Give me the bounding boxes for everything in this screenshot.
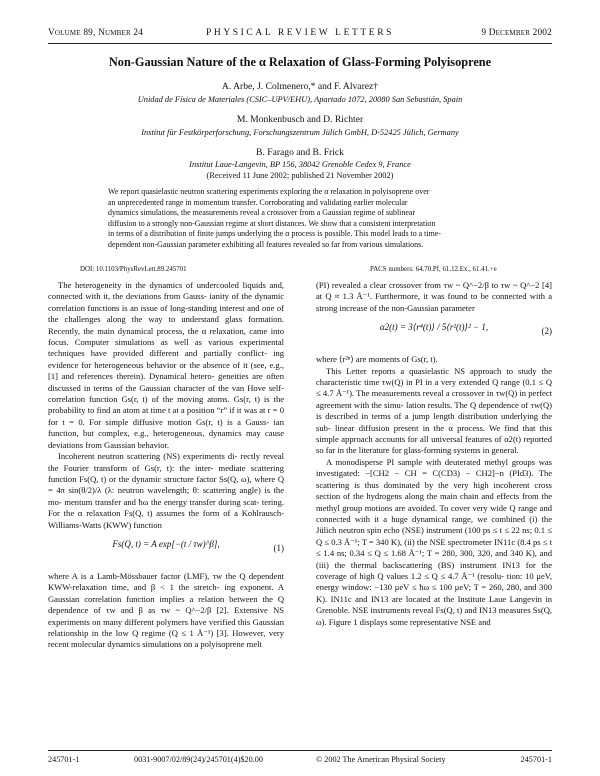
- article-id-left: 245701-1: [48, 755, 80, 764]
- abstract-line: dependent non-Gaussian parameter exhibiting all features revealed so far from various simulations.: [108, 239, 424, 249]
- equation-1-number: (1): [273, 542, 284, 553]
- paragraph: A monodisperse PI sample with deuterated methyl groups was investigated: −[CH2 − CH = C(CD3) − CH2]−n (PId3). The scattering is thus dominated by the very high incoherent cross section of the hydrogens along the main chain and effects from the methyl group motions are avoided. To cover very wide Q range and connected with it a huge dynamical range, we combined (i) the Jülich neutron spin echo (NSE) instrument (100 ps ≤ t ≤ 22 ns; 0.1 ≤ Q ≤ 0.3 Å⁻¹; T = 340 K), (ii) the NSE spectrometer IN11c (8.4 ps ≤ t ≤ 1.4 ns; 0.34 ≤ Q ≤ 1.68 Å⁻¹; T = 280, 300, 320, and 340 K), and (iii) the thermal backscattering (BS) instrument IN13 for the coverage of high Q values 1.2 ≤ Q ≤ 4.7 Å⁻¹ (resolu- tion: 10 μeV, energy window: −130 μeV ≤ ħω ≤ 100 μeV; T = 260, 280, and 300 K). IN11c and IN13 are located at the Institute Laue Langevin in Grenoble. NSE instruments reveal Fs(Q, t) and IN13 measures Ss(Q, ω). Figure 1 displays some representative NSE and: [316, 456, 553, 627]
- pacs-numbers: PACS numbers: 64.70.Pf, 61.12.Ex., 61.41.+e: [370, 266, 497, 273]
- abstract-line: We report quasielastic neutron scattering experiments exploring the α relaxation in polyisoprene over: [108, 187, 430, 196]
- authors-group-2: M. Monkenbusch and D. Richter: [236, 114, 364, 125]
- equation-1: [48, 535, 284, 565]
- doi: DOI: 10.1103/PhysRevLett.89.245701: [80, 266, 187, 273]
- right-column: [316, 280, 552, 628]
- paragraph: (PI) revealed a clear crossover from τw ~ Q^−2/β to τw ~ Q^−2 [4] at Q ≈ 1.3 Å⁻¹. Furthermore, it was found to be connected with a strong increase of the non-Gaussian parameter: [316, 280, 553, 313]
- affiliation-3: Institut Laue-Langevin, BP 156, 38042 Grenoble Cedex 9, France: [189, 160, 411, 169]
- abstract-line: in terms of a distribution of finite jumps underlying the α process is possible. This model leads to a time-: [108, 229, 441, 239]
- running-header: [48, 28, 552, 42]
- authors-group-3: B. Farago and B. Frick: [256, 147, 344, 158]
- left-column: [48, 280, 284, 651]
- affiliation-1: Unidad de Física de Materiales (CSIC–UPV/EHU), Apartado 1072, 20080 San Sebastián, Spain: [137, 95, 463, 104]
- abstract-line: an unprecedented range in momentum transfer. Corroborating and validating earlier molecular: [108, 197, 408, 207]
- paragraph: The heterogeneity in the dynamics of undercooled liquids and, connected with it, the deviations from Gauss- ianity of the dynamic correlation functions is an issue of long-standing interest and one of the challenges along the way to understand glass formation. Recently, the main dynamical process, the α relaxation, came into focus. Computer simulations as well as various experimental techniques have provided different and partially conflict- ing evidence for heterogeneous behavior or the absence of it (see, e.g., [1] and references therein). Dynamical hetero- geneities are often discussed in terms of the Gaussian character of the van Hove self-correlation function Gs(r, t) of the moving atoms. Gs(r, t) is the probability to find an atom at time t at a position “r” if it was at r = 0 for t = 0. For simple diffusive motion Gs(r, t) is a Gauss- ian function, but complex, e.g., heterogeneous, dynamics may cause deviations from Gaussian behavior.: [48, 280, 285, 450]
- paragraph: where A is a Lamb-Mössbauer factor (LMF), τw the Q dependent KWW-relaxation time, and β < 1 the stretch- ing exponent. A Gaussian correlation function implies a relation between the Q dependence of τw and β as τw ~ Q^−2/β [2]. Extensive NS experiments on many different polymers have verified this Gaussian relationship in the low Q regime (Q ≤ 1 Å⁻¹) [3]. However, very recent molecular dynamics simulations on a polyisoprene melt: [48, 570, 285, 650]
- page-footer: [48, 755, 552, 767]
- article-code: 0031-9007/02/89(24)/245701(4)$20.00: [134, 755, 263, 764]
- equation-2: [316, 318, 552, 348]
- equation-2-number: (2): [541, 326, 552, 337]
- abstract-line: dynamics simulations, the measurements reveal a crossover from a Gaussian regime of sublinear: [108, 208, 416, 218]
- header-rule: [48, 43, 552, 44]
- journal-name: PHYSICAL REVIEW LETTERS: [205, 28, 395, 38]
- affiliation-2: Institut für Festkörperforschung, Forschungszentrum Jülich GmbH, D-52425 Jülich, Germany: [141, 128, 459, 137]
- copyright: © 2002 The American Physical Society: [316, 755, 446, 764]
- article-title: Non-Gaussian Nature of the α Relaxation of Glass-Forming Polyisoprene: [108, 55, 492, 69]
- paragraph: where ⟨r²ⁿ⟩ are moments of Gs(r, t).: [316, 354, 438, 365]
- footer-rule: [48, 750, 552, 751]
- received-dates: (Received 11 June 2002; published 21 November 2002): [206, 171, 394, 180]
- equation-1-body: Fs(Q, t) = A exp[−(t / τw)^β],: [112, 538, 220, 549]
- paragraph: This Letter reports a quasielastic NS approach to study the characteristic time τw(Q) in PI in a very extended Q range (0.1 ≤ Q ≤ 4.7 Å⁻¹). The measurements reveal a crossover in τw(Q) in perfect agreement with the simu- lation results. The Q dependence of τw(Q) is described in terms of a jump length distribution underlying the sub- linear diffusion present in the α process. We find that this simple approach accounts for all universal features of α2(t) reported so far in the literature for glass-forming systems in general.: [316, 365, 553, 456]
- issue-date: 9 December 2002: [481, 28, 552, 38]
- article-id-right: 245701-1: [520, 755, 552, 764]
- abstract: [108, 187, 492, 251]
- equation-2-body: α2(t) = 3⟨r⁴(t)⟩ / 5⟨r²(t)⟩² − 1,: [379, 322, 489, 333]
- volume-number: Volume 89, Number 24: [48, 28, 144, 38]
- authors-group-1: A. Arbe, J. Colmenero,* and F. Alvarez†: [221, 81, 379, 92]
- abstract-line: diffusion to a strongly non-Gaussian regime at short distances. We show that a consistent interpretation: [108, 218, 436, 228]
- paragraph: Incoherent neutron scattering (NS) experiments di- rectly reveal the Fourier transform of Gs(r, t): the inter- mediate scattering function Fs(Q, t) or the dynamic structure factor Ss(Q, ω), where Q = 4π sin(θ/2)/λ (λ: neutron wavelength; θ: scattering angle) is the mo- mentum transfer and ħω the energy transfer during scat- tering. For the α relaxation Fs(Q, t) assumes the form of a Kohlrausch-Williams-Watts (KWW) function: [48, 451, 285, 530]
